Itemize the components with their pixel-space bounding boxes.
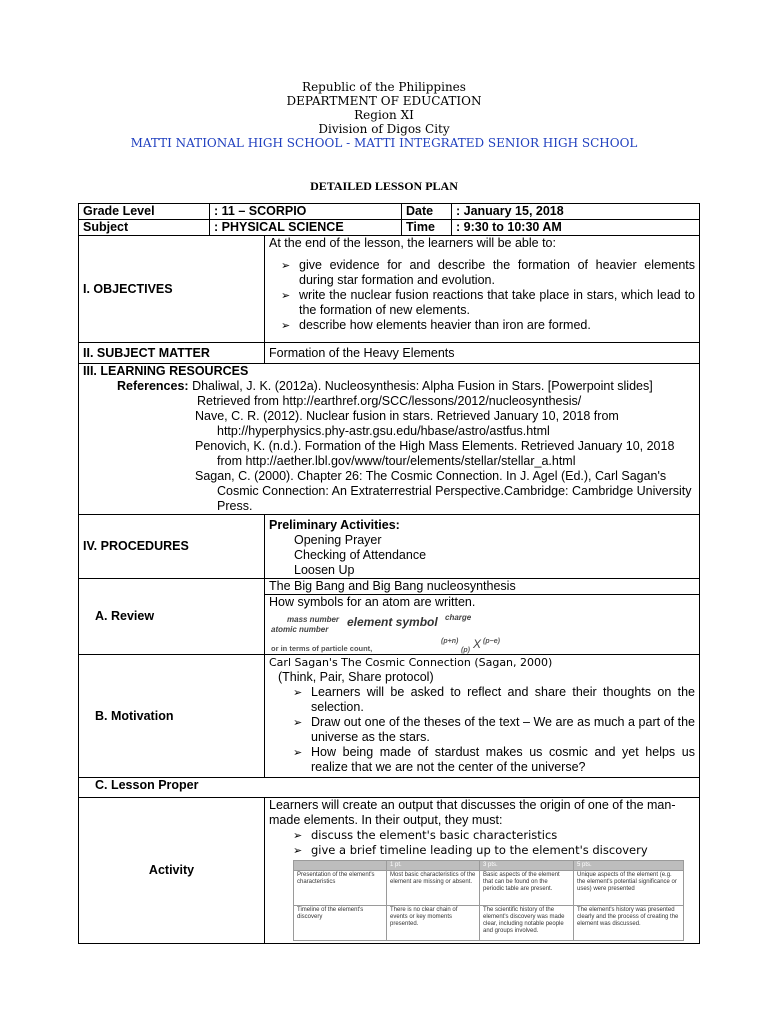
- procedures-label: IV. PROCEDURES: [79, 515, 265, 579]
- reference-1: [83, 379, 695, 409]
- header-republic: Republic of the Philippines: [302, 80, 466, 94]
- objectives-intro: At the end of the lesson, the learners will be able to:: [269, 236, 556, 250]
- review-line-2: How symbols for an atom are written.: [269, 595, 476, 609]
- subject-value: : PHYSICAL SCIENCE: [210, 220, 402, 236]
- lesson-proper-row: [79, 778, 700, 798]
- rubric-row: [294, 871, 684, 906]
- subject-row: [79, 220, 700, 236]
- activity-content: [265, 798, 700, 944]
- reference-4: Sagan, C. (2000). Chapter 26: The Cosmic Connection. In J. Agel (Ed.), Carl Sagan's Cosmic Connection: An Extraterrestrial Perspective.Cambridge: Cambridge University Press.: [195, 469, 692, 513]
- rubric-header: [294, 861, 387, 871]
- preliminary-item: Loosen Up: [294, 563, 355, 577]
- rubric-table: [293, 860, 684, 941]
- formula-top: (p+n): [441, 638, 459, 645]
- atom-symbol-figure: [269, 610, 695, 654]
- particle-count-label: or in terms of particle count,: [271, 644, 373, 653]
- references-label: References:: [117, 379, 189, 393]
- reference-3: Penovich, K. (n.d.). Formation of the High Mass Elements. Retrieved January 10, 2018 from http://aether.lbl.gov/www/tour/elements/stellar/stellar_a.html: [195, 439, 675, 468]
- rubric-header-row: [294, 861, 684, 871]
- date-label: Date: [402, 204, 452, 220]
- objectives-row: [79, 236, 700, 343]
- rubric-cell: Presentation of the element's characteristics: [294, 871, 387, 906]
- mass-number-label: mass number: [287, 615, 340, 624]
- document-title: DETAILED LESSON PLAN: [310, 179, 458, 193]
- rubric-header: 3 pts.: [480, 861, 574, 871]
- rubric-cell: There is no clear chain of events or key moments presented.: [387, 906, 480, 941]
- subject-matter-row: [79, 343, 700, 364]
- rubric-cell: Most basic characteristics of the element are missing or absent.: [387, 871, 480, 906]
- review-line-1: The Big Bang and Big Bang nucleosynthesis: [265, 579, 700, 595]
- rubric-header: 1 pt.: [387, 861, 480, 871]
- formula-right: (p−e): [483, 638, 500, 645]
- reference-2: Nave, C. R. (2012). Nuclear fusion in stars. Retrieved January 10, 2018 from http://hyperphysics.phy-astr.gsu.edu/hbase/astro/astfus.html: [195, 409, 619, 438]
- time-label: Time: [402, 220, 452, 236]
- motivation-item: ➢ Learners will be asked to reflect and share their thoughts on the selection.: [293, 685, 695, 715]
- header-school: MATTI NATIONAL HIGH SCHOOL - MATTI INTEGRATED SENIOR HIGH SCHOOL: [130, 136, 638, 150]
- activity-label: Activity: [79, 798, 265, 944]
- motivation-content: [265, 655, 700, 778]
- procedures-row: [79, 515, 700, 579]
- review-row-1: [79, 579, 700, 595]
- review-label: A. Review: [79, 579, 265, 655]
- review-content: [265, 595, 700, 655]
- header-division: Division of Digos City: [318, 122, 450, 136]
- date-value: : January 15, 2018: [452, 204, 700, 220]
- rubric-cell: Timeline of the element's discovery: [294, 906, 387, 941]
- header-department: DEPARTMENT OF EDUCATION: [286, 94, 482, 108]
- objectives-list: [269, 258, 695, 333]
- rubric-header: 5 pts.: [574, 861, 684, 871]
- preliminary-item: Checking of Attendance: [294, 548, 427, 562]
- motivation-item: ➢ How being made of stardust makes us cosmic and yet helps us realize that we are not the center of the universe?: [293, 745, 695, 775]
- rubric-cell: The scientific history of the element's discovery was made clear, including notable people and groups involved.: [480, 906, 574, 941]
- learning-resources-cell: [79, 364, 700, 515]
- subject-matter-label: II. SUBJECT MATTER: [79, 343, 265, 364]
- motivation-row: [79, 655, 700, 778]
- motivation-line-2: (Think, Pair, Share protocol): [278, 670, 434, 684]
- lesson-proper-label: C. Lesson Proper: [79, 778, 700, 798]
- activity-item: ➢ discuss the element's basic characteristics: [293, 828, 695, 843]
- objective-item: ➢ give evidence for and describe the formation of heavier elements during star formation and evolution.: [281, 258, 695, 288]
- subject-matter-value: Formation of the Heavy Elements: [265, 343, 700, 364]
- objectives-content: [265, 236, 700, 343]
- objectives-label: I. OBJECTIVES: [79, 236, 265, 343]
- lesson-plan-table: [78, 203, 700, 944]
- charge-label: charge: [445, 613, 472, 622]
- rubric-cell: The element's history was presented clearly and the process of creating the element was discussed.: [574, 906, 684, 941]
- element-symbol-label: element symbol: [347, 615, 438, 629]
- grade-row: [79, 204, 700, 220]
- activity-row: [79, 798, 700, 944]
- motivation-line-1: Carl Sagan's The Cosmic Connection (Sagan, 2000): [269, 656, 553, 669]
- formula-bottom: (p): [461, 647, 470, 654]
- atomic-number-label: atomic number: [271, 625, 329, 634]
- activity-item: ➢ give a brief timeline leading up to the element's discovery: [293, 843, 695, 858]
- procedures-content: [265, 515, 700, 579]
- activity-intro: Learners will create an output that discusses the origin of one of the man-made elements. In their output, they must:: [269, 798, 676, 827]
- motivation-list: [269, 685, 695, 775]
- time-value: : 9:30 to 10:30 AM: [452, 220, 700, 236]
- learning-resources-row: [79, 364, 700, 515]
- learning-resources-label: III. LEARNING RESOURCES: [83, 364, 249, 378]
- grade-label: Grade Level: [79, 204, 210, 220]
- grade-value: : 11 – SCORPIO: [210, 204, 402, 220]
- header-region: Region XI: [354, 108, 414, 122]
- objective-item: ➢ write the nuclear fusion reactions that take place in stars, which lead to the formation of new elements.: [281, 288, 695, 318]
- reference-1-text: Dhaliwal, J. K. (2012a). Nucleosynthesis: Alpha Fusion in Stars. [Powerpoint slides] Retrieved from http://earthref.org/SCC/lessons/2012/nucleosynthesis/: [192, 379, 653, 408]
- preliminary-item: Opening Prayer: [294, 533, 382, 547]
- rubric-cell: Unique aspects of the element (e.g. the element's potential significance or uses) were presented: [574, 871, 684, 906]
- motivation-item: ➢ Draw out one of the theses of the text – We are as much a part of the universe as the stars.: [293, 715, 695, 745]
- rubric-cell: Basic aspects of the element that can be found on the periodic table are present.: [480, 871, 574, 906]
- preliminary-label: Preliminary Activities:: [269, 518, 400, 532]
- activity-list: [269, 828, 695, 858]
- formula-x: X: [473, 637, 482, 651]
- motivation-label: B. Motivation: [79, 655, 265, 778]
- objective-item: ➢ describe how elements heavier than iron are formed.: [281, 318, 695, 333]
- subject-label: Subject: [79, 220, 210, 236]
- rubric-row: [294, 906, 684, 941]
